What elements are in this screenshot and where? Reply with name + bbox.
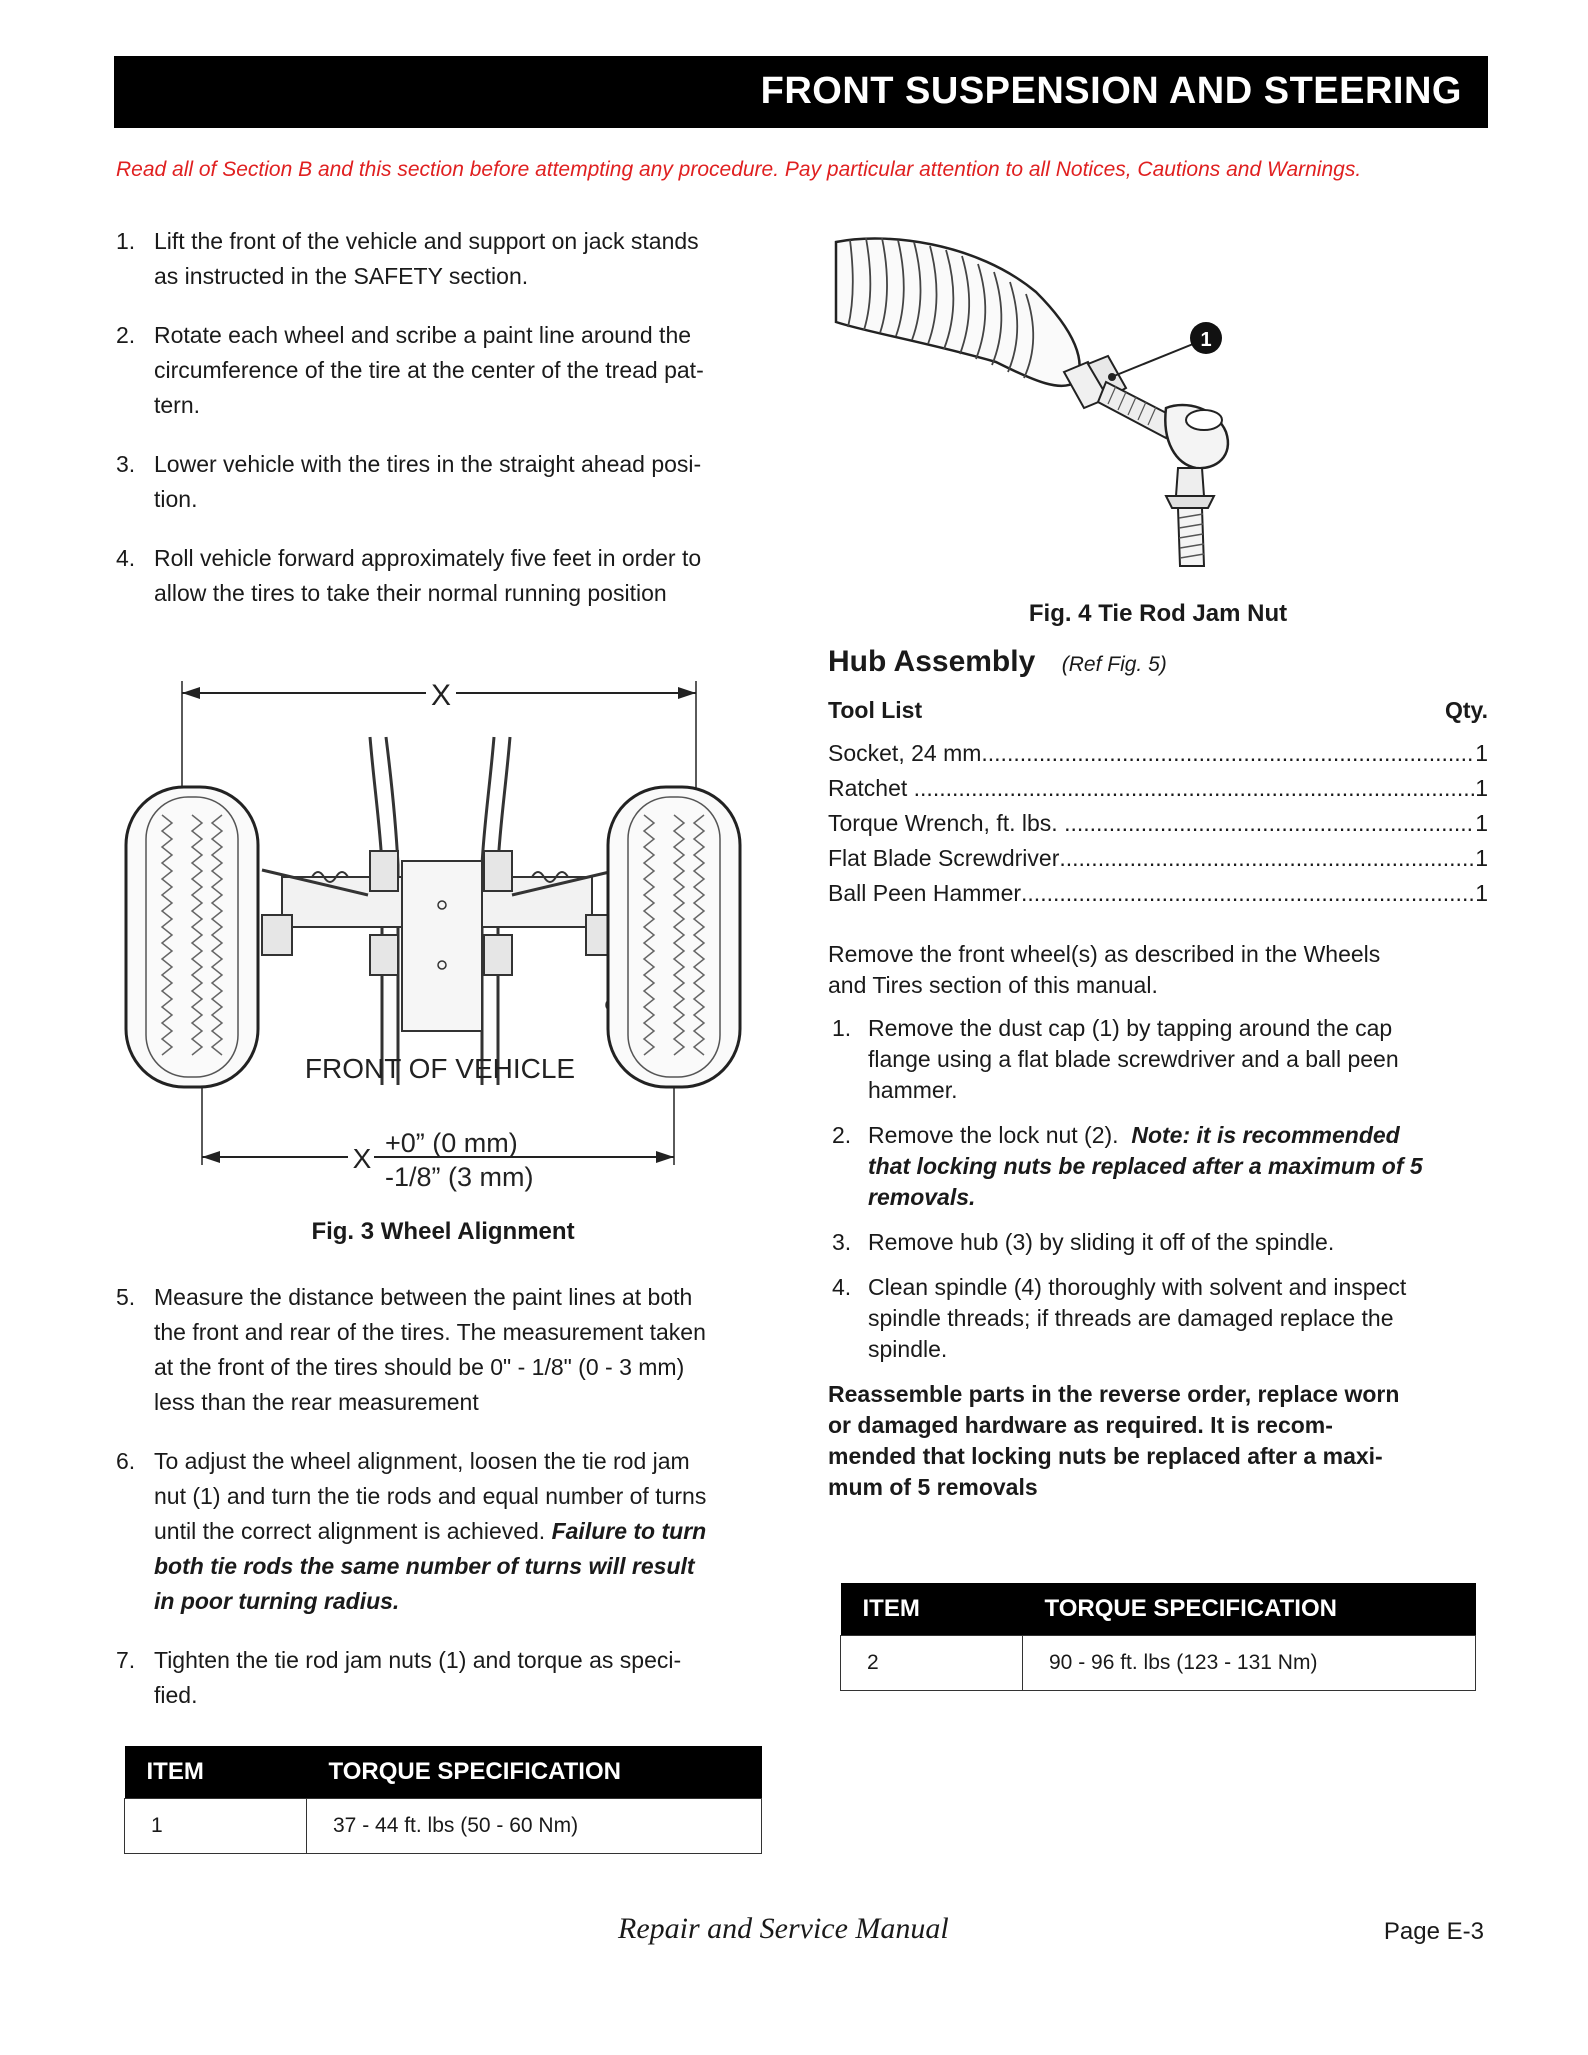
section-header: [114, 56, 1488, 128]
hub-intro: Remove the front wheel(s) as described in the Wheels and Tires section of this manual.: [828, 941, 1381, 998]
footer-manual-title: Repair and Service Manual: [618, 1912, 949, 1945]
tool-list-header: Tool List Qty.: [828, 697, 1488, 723]
hub-step-2: 2. Remove the lock nut (2). Note: it is recommended that locking nuts be replaced after a maximum of 5 removals.: [832, 1122, 1423, 1210]
page-number: Page E-3: [1383, 1918, 1484, 1945]
fig3-caption: Fig. 3 Wheel Alignment: [311, 1218, 575, 1245]
tolerance-plus: +0” (0 mm): [385, 1128, 518, 1158]
hub-step-4: 4. Clean spindle (4) thoroughly with solvent and inspect spindle threads; if threads are damaged replace the spindle.: [832, 1274, 1407, 1362]
torque-table-tie-rod: [124, 1746, 762, 1854]
step-4: 4. Roll vehicle forward approximately five feet in order to allow the tires to take their normal running position: [116, 545, 702, 606]
list-item: Torque Wrench, ft. lbs. ..... 1: [828, 806, 1488, 841]
column-header-torque: TORQUE SPECIFICATION: [307, 1746, 762, 1799]
table-row: 1 37 - 44 ft. lbs (50 - 60 Nm): [125, 1799, 762, 1854]
left-column: [112, 224, 774, 611]
column-header-item: ITEM: [125, 1746, 307, 1799]
callout-1: 1: [1200, 329, 1212, 351]
table-row: 2 90 - 96 ft. lbs (123 - 131 Nm): [841, 1636, 1476, 1691]
section-title: FRONT SUSPENSION AND STEERING: [760, 70, 1462, 112]
step-6-warning: Failure to turn: [551, 1518, 707, 1544]
procedure-steps-1-4: [112, 224, 774, 611]
hub-assembly-title: Hub Assembly: [828, 645, 1036, 678]
step-7: 7. Tighten the tie rod jam nuts (1) and torque as speci- fied.: [116, 1647, 682, 1708]
reassemble-note: Reassemble parts in the reverse order, replace worn or damaged hardware as required. It is recom- mended that locking nuts be replaced after a maxi- mum of 5 removals: [828, 1381, 1400, 1500]
hub-step-1: 1. Remove the dust cap (1) by tapping around the cap flange using a flat blade screwdriver and a ball peen hammer.: [832, 1015, 1399, 1103]
hub-step-3: 3. Remove hub (3) by sliding it off of the spindle.: [832, 1229, 1335, 1255]
step-3: 3. Lower vehicle with the tires in the straight ahead posi- tion.: [116, 451, 702, 512]
hub-step-2-note: Note: it is recommended: [1131, 1122, 1400, 1148]
step-6: 6. To adjust the wheel alignment, loosen the tie rod jam nut (1) and turn the tie rods and equal number of turns until the correct alignment is achieved. Failure to turn both tie rods the same number of turns will result in poor turning radius.: [116, 1448, 707, 1614]
list-item: Flat Blade Screwdriver ..... 1: [828, 841, 1488, 876]
warning-notice: Read all of Section B and this section before attempting any procedure. Pay particular attention to all Notices, Cautions and Warnings.: [116, 158, 1362, 181]
list-item: Socket, 24 mm ..... 1: [828, 736, 1488, 771]
list-item: Ratchet ..... 1: [828, 771, 1488, 806]
step-1: 1. Lift the front of the vehicle and support on jack stands as instructed in the SAFETY section.: [116, 228, 699, 289]
hub-assembly-heading: [828, 645, 1488, 679]
list-item: Ball Peen Hammer ..... 1: [828, 876, 1488, 911]
dimension-x-bottom: X: [352, 1143, 372, 1174]
front-of-vehicle-label: FRONT OF VEHICLE: [304, 1053, 576, 1084]
column-header-torque: TORQUE SPECIFICATION: [1023, 1583, 1476, 1636]
step-5: 5. Measure the distance between the paint lines at both the front and rear of the tires. The measurement taken at the front of the tires should be 0" - 1/8" (0 - 3 mm) less than the rear measurement: [116, 1284, 706, 1415]
step-2: 2. Rotate each wheel and scribe a paint line around the circumference of the tire at the center of the tread pat- tern.: [116, 322, 704, 418]
hub-assembly-section: [828, 645, 1488, 1503]
wheel-alignment-diagram: [112, 665, 752, 1195]
hub-assembly-ref: (Ref Fig. 5): [1061, 653, 1167, 676]
torque-table-hub: [840, 1583, 1476, 1691]
tool-list: [828, 736, 1488, 911]
column-header-item: ITEM: [841, 1583, 1023, 1636]
fig4-caption: Fig. 4 Tie Rod Jam Nut: [1028, 600, 1288, 627]
tie-rod-jam-nut-diagram: [826, 232, 1346, 592]
tolerance-minus: -1/8” (3 mm): [385, 1162, 534, 1192]
procedure-steps-5-7: [112, 1280, 792, 1713]
hub-procedure-steps: [828, 1013, 1488, 1365]
dimension-x-top: X: [430, 679, 452, 712]
